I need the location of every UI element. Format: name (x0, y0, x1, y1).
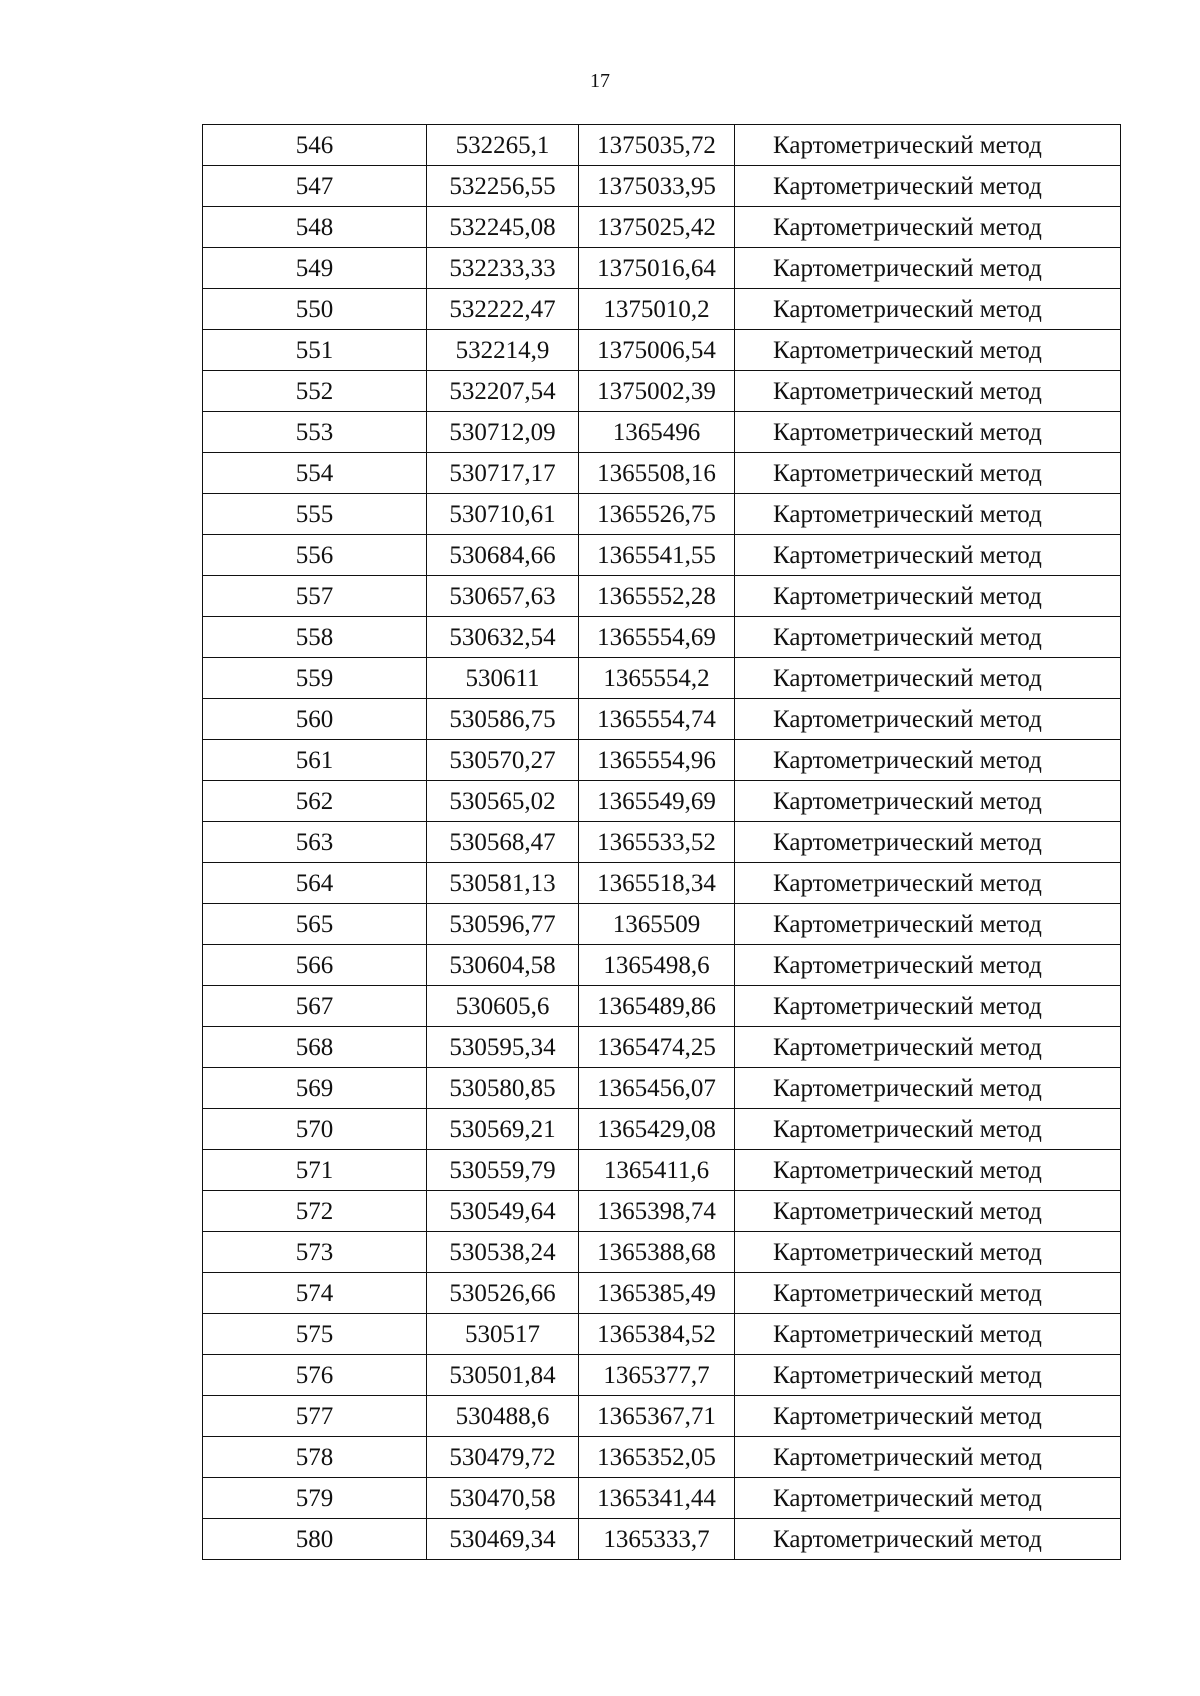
point-number-cell: 552 (203, 371, 427, 412)
method-cell: Картометрический метод (735, 1109, 1121, 1150)
method-cell: Картометрический метод (735, 1150, 1121, 1191)
point-number-cell: 571 (203, 1150, 427, 1191)
x-coordinate-cell: 530586,75 (427, 699, 579, 740)
x-coordinate-cell: 530568,47 (427, 822, 579, 863)
y-coordinate-cell: 1365377,7 (579, 1355, 735, 1396)
x-coordinate-cell: 530469,34 (427, 1519, 579, 1560)
method-cell: Картометрический метод (735, 863, 1121, 904)
method-cell: Картометрический метод (735, 1519, 1121, 1560)
table-row (203, 1396, 1121, 1437)
table-row (203, 986, 1121, 1027)
point-number-cell: 572 (203, 1191, 427, 1232)
x-coordinate-cell: 530712,09 (427, 412, 579, 453)
point-number-cell: 555 (203, 494, 427, 535)
method-cell: Картометрический метод (735, 371, 1121, 412)
point-number-cell: 579 (203, 1478, 427, 1519)
y-coordinate-cell: 1365384,52 (579, 1314, 735, 1355)
y-coordinate-cell: 1365533,52 (579, 822, 735, 863)
method-cell: Картометрический метод (735, 740, 1121, 781)
method-cell: Картометрический метод (735, 1314, 1121, 1355)
table-row (203, 289, 1121, 330)
y-coordinate-cell: 1365411,6 (579, 1150, 735, 1191)
x-coordinate-cell: 530657,63 (427, 576, 579, 617)
method-cell: Картометрический метод (735, 658, 1121, 699)
point-number-cell: 565 (203, 904, 427, 945)
point-number-cell: 562 (203, 781, 427, 822)
table-row (203, 248, 1121, 289)
method-cell: Картометрический метод (735, 248, 1121, 289)
x-coordinate-cell: 530605,6 (427, 986, 579, 1027)
table-row (203, 740, 1121, 781)
method-cell: Картометрический метод (735, 207, 1121, 248)
x-coordinate-cell: 532265,1 (427, 125, 579, 166)
point-number-cell: 551 (203, 330, 427, 371)
x-coordinate-cell: 532214,9 (427, 330, 579, 371)
point-number-cell: 563 (203, 822, 427, 863)
table-row (203, 453, 1121, 494)
point-number-cell: 567 (203, 986, 427, 1027)
y-coordinate-cell: 1365367,71 (579, 1396, 735, 1437)
x-coordinate-cell: 532256,55 (427, 166, 579, 207)
y-coordinate-cell: 1365352,05 (579, 1437, 735, 1478)
y-coordinate-cell: 1365341,44 (579, 1478, 735, 1519)
y-coordinate-cell: 1365549,69 (579, 781, 735, 822)
method-cell: Картометрический метод (735, 535, 1121, 576)
point-number-cell: 549 (203, 248, 427, 289)
point-number-cell: 568 (203, 1027, 427, 1068)
y-coordinate-cell: 1365429,08 (579, 1109, 735, 1150)
method-cell: Картометрический метод (735, 1273, 1121, 1314)
x-coordinate-cell: 530611 (427, 658, 579, 699)
method-cell: Картометрический метод (735, 1027, 1121, 1068)
x-coordinate-cell: 530710,61 (427, 494, 579, 535)
table-row (203, 904, 1121, 945)
x-coordinate-cell: 530581,13 (427, 863, 579, 904)
y-coordinate-cell: 1375025,42 (579, 207, 735, 248)
table-row (203, 166, 1121, 207)
x-coordinate-cell: 530632,54 (427, 617, 579, 658)
method-cell: Картометрический метод (735, 166, 1121, 207)
point-number-cell: 546 (203, 125, 427, 166)
y-coordinate-cell: 1365385,49 (579, 1273, 735, 1314)
table-row (203, 207, 1121, 248)
point-number-cell: 561 (203, 740, 427, 781)
method-cell: Картометрический метод (735, 1068, 1121, 1109)
y-coordinate-cell: 1375006,54 (579, 330, 735, 371)
table-row (203, 1109, 1121, 1150)
x-coordinate-cell: 530488,6 (427, 1396, 579, 1437)
point-number-cell: 564 (203, 863, 427, 904)
y-coordinate-cell: 1365518,34 (579, 863, 735, 904)
point-number-cell: 558 (203, 617, 427, 658)
y-coordinate-cell: 1375035,72 (579, 125, 735, 166)
x-coordinate-cell: 530470,58 (427, 1478, 579, 1519)
point-number-cell: 578 (203, 1437, 427, 1478)
y-coordinate-cell: 1365541,55 (579, 535, 735, 576)
point-number-cell: 577 (203, 1396, 427, 1437)
x-coordinate-cell: 530604,58 (427, 945, 579, 986)
table-row (203, 1355, 1121, 1396)
y-coordinate-cell: 1365554,74 (579, 699, 735, 740)
y-coordinate-cell: 1365474,25 (579, 1027, 735, 1068)
table-row (203, 535, 1121, 576)
x-coordinate-cell: 530717,17 (427, 453, 579, 494)
y-coordinate-cell: 1375002,39 (579, 371, 735, 412)
point-number-cell: 580 (203, 1519, 427, 1560)
x-coordinate-cell: 530565,02 (427, 781, 579, 822)
x-coordinate-cell: 530526,66 (427, 1273, 579, 1314)
y-coordinate-cell: 1365496 (579, 412, 735, 453)
point-number-cell: 574 (203, 1273, 427, 1314)
x-coordinate-cell: 530559,79 (427, 1150, 579, 1191)
table-row (203, 1273, 1121, 1314)
method-cell: Картометрический метод (735, 986, 1121, 1027)
method-cell: Картометрический метод (735, 330, 1121, 371)
method-cell: Картометрический метод (735, 822, 1121, 863)
method-cell: Картометрический метод (735, 1437, 1121, 1478)
table-row (203, 1314, 1121, 1355)
x-coordinate-cell: 530569,21 (427, 1109, 579, 1150)
x-coordinate-cell: 532222,47 (427, 289, 579, 330)
point-number-cell: 570 (203, 1109, 427, 1150)
point-number-cell: 559 (203, 658, 427, 699)
coordinates-table (202, 124, 1121, 1560)
y-coordinate-cell: 1365554,96 (579, 740, 735, 781)
point-number-cell: 573 (203, 1232, 427, 1273)
point-number-cell: 556 (203, 535, 427, 576)
method-cell: Картометрический метод (735, 699, 1121, 740)
point-number-cell: 569 (203, 1068, 427, 1109)
table-row (203, 1478, 1121, 1519)
table-row (203, 494, 1121, 535)
method-cell: Картометрический метод (735, 453, 1121, 494)
table-row (203, 1437, 1121, 1478)
y-coordinate-cell: 1365388,68 (579, 1232, 735, 1273)
y-coordinate-cell: 1365509 (579, 904, 735, 945)
page-number: 17 (590, 70, 610, 92)
method-cell: Картометрический метод (735, 1355, 1121, 1396)
method-cell: Картометрический метод (735, 945, 1121, 986)
y-coordinate-cell: 1365456,07 (579, 1068, 735, 1109)
coordinates-table-body (203, 125, 1121, 1560)
table-row (203, 412, 1121, 453)
point-number-cell: 553 (203, 412, 427, 453)
table-row (203, 330, 1121, 371)
x-coordinate-cell: 530595,34 (427, 1027, 579, 1068)
point-number-cell: 548 (203, 207, 427, 248)
table-row (203, 781, 1121, 822)
y-coordinate-cell: 1365333,7 (579, 1519, 735, 1560)
y-coordinate-cell: 1365489,86 (579, 986, 735, 1027)
y-coordinate-cell: 1365508,16 (579, 453, 735, 494)
table-row (203, 822, 1121, 863)
x-coordinate-cell: 530549,64 (427, 1191, 579, 1232)
y-coordinate-cell: 1365526,75 (579, 494, 735, 535)
x-coordinate-cell: 530596,77 (427, 904, 579, 945)
x-coordinate-cell: 532207,54 (427, 371, 579, 412)
y-coordinate-cell: 1365554,69 (579, 617, 735, 658)
point-number-cell: 554 (203, 453, 427, 494)
y-coordinate-cell: 1365398,74 (579, 1191, 735, 1232)
method-cell: Картометрический метод (735, 289, 1121, 330)
table-row (203, 576, 1121, 617)
y-coordinate-cell: 1365498,6 (579, 945, 735, 986)
table-row (203, 617, 1121, 658)
table-row (203, 1191, 1121, 1232)
method-cell: Картометрический метод (735, 1478, 1121, 1519)
point-number-cell: 576 (203, 1355, 427, 1396)
table-row (203, 1150, 1121, 1191)
table-row (203, 945, 1121, 986)
method-cell: Картометрический метод (735, 494, 1121, 535)
table-row (203, 699, 1121, 740)
table-row (203, 1027, 1121, 1068)
method-cell: Картометрический метод (735, 1396, 1121, 1437)
x-coordinate-cell: 530580,85 (427, 1068, 579, 1109)
table-row (203, 1232, 1121, 1273)
x-coordinate-cell: 530538,24 (427, 1232, 579, 1273)
x-coordinate-cell: 530570,27 (427, 740, 579, 781)
x-coordinate-cell: 532245,08 (427, 207, 579, 248)
x-coordinate-cell: 530684,66 (427, 535, 579, 576)
x-coordinate-cell: 530517 (427, 1314, 579, 1355)
y-coordinate-cell: 1365552,28 (579, 576, 735, 617)
method-cell: Картометрический метод (735, 576, 1121, 617)
point-number-cell: 566 (203, 945, 427, 986)
x-coordinate-cell: 530479,72 (427, 1437, 579, 1478)
table-row (203, 1068, 1121, 1109)
method-cell: Картометрический метод (735, 1232, 1121, 1273)
point-number-cell: 560 (203, 699, 427, 740)
method-cell: Картометрический метод (735, 904, 1121, 945)
y-coordinate-cell: 1375010,2 (579, 289, 735, 330)
point-number-cell: 557 (203, 576, 427, 617)
method-cell: Картометрический метод (735, 781, 1121, 822)
point-number-cell: 550 (203, 289, 427, 330)
table-row (203, 371, 1121, 412)
x-coordinate-cell: 532233,33 (427, 248, 579, 289)
method-cell: Картометрический метод (735, 125, 1121, 166)
table-row (203, 658, 1121, 699)
table-row (203, 1519, 1121, 1560)
y-coordinate-cell: 1365554,2 (579, 658, 735, 699)
table-row (203, 125, 1121, 166)
point-number-cell: 575 (203, 1314, 427, 1355)
point-number-cell: 547 (203, 166, 427, 207)
y-coordinate-cell: 1375016,64 (579, 248, 735, 289)
table-row (203, 863, 1121, 904)
y-coordinate-cell: 1375033,95 (579, 166, 735, 207)
method-cell: Картометрический метод (735, 617, 1121, 658)
method-cell: Картометрический метод (735, 412, 1121, 453)
x-coordinate-cell: 530501,84 (427, 1355, 579, 1396)
method-cell: Картометрический метод (735, 1191, 1121, 1232)
